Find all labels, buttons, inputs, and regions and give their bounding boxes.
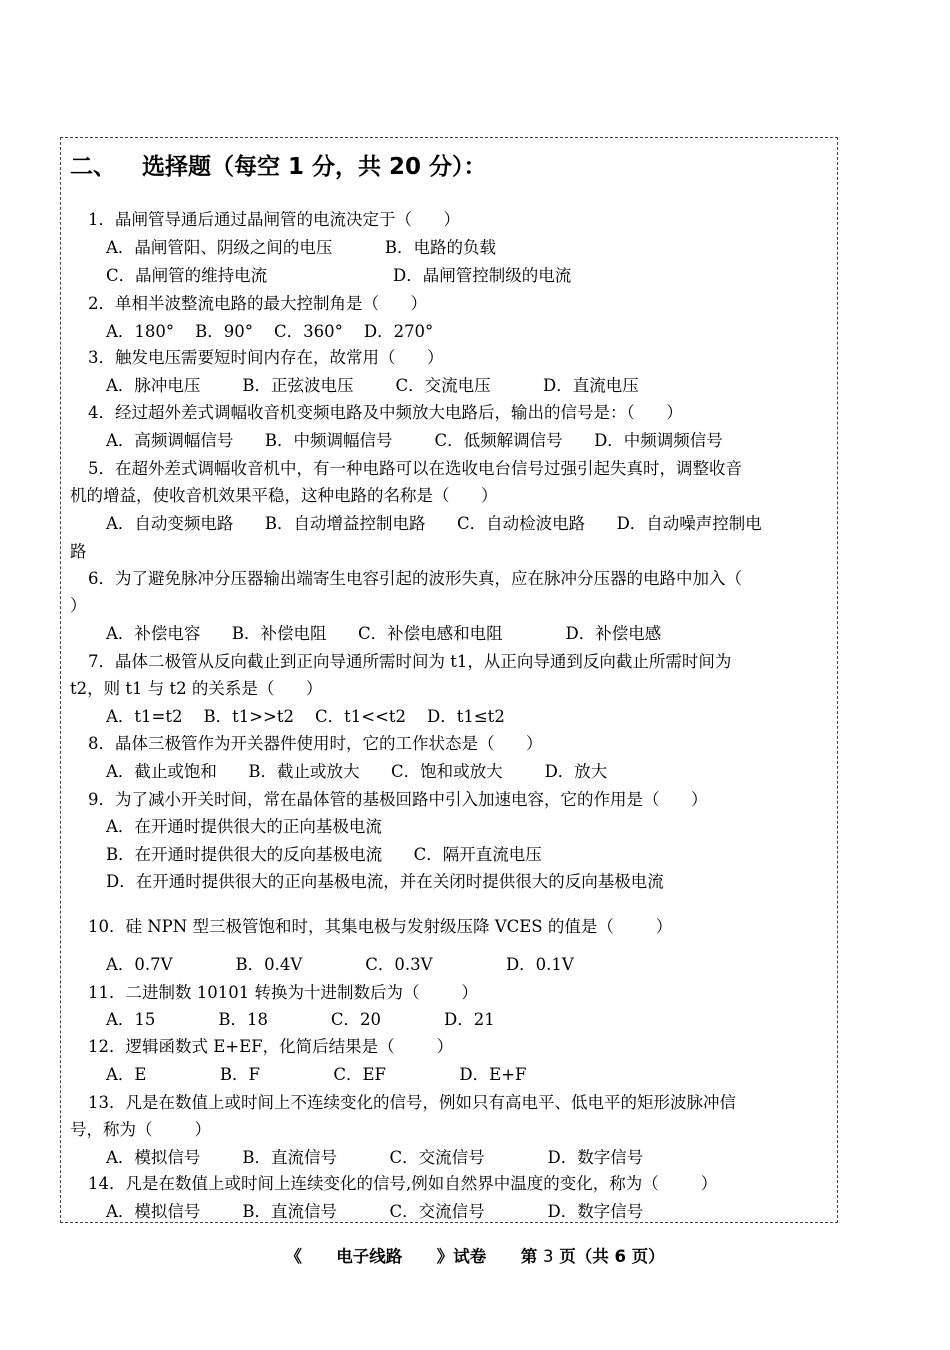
question-1-options-cd: C．晶闸管的维持电流 D．晶闸管控制级的电流 [106,266,572,285]
question-8: 8．晶体三极管作为开关器件使用时，它的工作状态是（ ） [88,734,543,753]
question-7-options: A．t1=t2 B．t1>>t2 C．t1<<t2 D．t1≤t2 [106,707,505,726]
question-7-continued: t2，则 t1 与 t2 的关系是（ ） [70,679,323,698]
question-9: 9．为了减小开关时间，常在晶体管的基极回路中引入加速电容，它的作用是（ ） [88,790,708,809]
question-6: 6．为了避免脉冲分压器输出端寄生电容引起的波形失真，应在脉冲分压器的电路中加入（ [88,569,742,588]
question-12: 12．逻辑函数式 E+EF，化简后结果是（ ） [88,1037,454,1056]
question-3-options: A．脉冲电压 B．正弦波电压 C．交流电压 D．直流电压 [106,376,639,395]
question-4-options: A．高频调幅信号 B．中频调幅信号 C．低频解调信号 D．中频调频信号 [106,431,723,450]
question-5-options-continued: 路 [70,542,87,561]
question-4: 4．经过超外差式调幅收音机变频电路及中频放大电路后，输出的信号是：（ ） [88,403,683,422]
question-12-options: A．E B．F C．EF D．E+F [106,1065,527,1084]
question-9-options-bc: B．在开通时提供很大的反向基极电流 C．隔开直流电压 [106,845,542,864]
question-2-options: A．180° B．90° C．360° D．270° [106,322,434,341]
question-6-continued: ） [70,596,87,615]
footer-suffix: 页（共 6 页） [553,1247,665,1266]
question-1: 1．晶闸管导通后通过晶闸管的电流决定于（ ） [88,210,460,229]
question-13-options: A．模拟信号 B．直流信号 C．交流信号 D．数字信号 [106,1148,644,1167]
section-number: 二、 [70,154,116,180]
question-9-option-d: D．在开通时提供很大的正向基极电流，并在关闭时提供很大的反向基极电流 [106,872,664,891]
section-heading: 选择题（每空 1 分，共 20 分）： [142,154,487,180]
question-11: 11．二进制数 10101 转换为十进制数后为（ ） [88,983,478,1002]
question-3: 3．触发电压需要短时间内存在，故常用（ ） [88,348,444,367]
page-footer [0,1243,950,1267]
question-6-options: A．补偿电容 B．补偿电阻 C．补偿电感和电阻 D．补偿电感 [106,624,662,643]
question-14: 14．凡是在数值上或时间上连续变化的信号,例如自然界中温度的变化，称为（ ） [88,1174,718,1193]
question-7: 7．晶体二极管从反向截止到正向导通所需时间为 t1，从正向导通到反向截止所需时间为 [88,652,732,671]
question-13: 13．凡是在数值上或时间上不连续变化的信号，例如只有高电平、低电平的矩形波脉冲信 [88,1093,736,1112]
question-8-options: A．截止或饱和 B．截止或放大 C．饱和或放大 D．放大 [106,762,608,781]
question-14-options: A．模拟信号 B．直流信号 C．交流信号 D．数字信号 [106,1202,644,1221]
footer-prefix: 《 电子线路 》试卷 第 [285,1247,543,1266]
question-5-continued: 机的增益，使收音机效果平稳，这种电路的名称是（ ） [70,486,498,505]
question-2: 2．单相半波整流电路的最大控制角是（ ） [88,294,427,313]
question-5: 5．在超外差式调幅收音机中，有一种电路可以在选收电台信号过强引起失真时，调整收音 [88,459,742,478]
question-5-options: A．自动变频电路 B．自动增益控制电路 C．自动检波电路 D．自动噪声控制电 [106,514,762,533]
question-11-options: A．15 B．18 C．20 D．21 [106,1010,495,1029]
footer-page-number: 3 [542,1247,554,1266]
section-title [70,148,487,181]
question-9-option-a: A．在开通时提供很大的正向基极电流 [106,817,382,836]
question-13-continued: 号，称为（ ） [70,1120,211,1139]
question-1-options-ab: A．晶闸管阳、阴级之间的电压 B．电路的负载 [106,238,496,257]
question-10-options: A．0.7V B．0.4V C．0.3V D．0.1V [106,955,574,974]
question-10: 10．硅 NPN 型三极管饱和时，其集电极与发射级压降 VCES 的值是（ ） [88,917,673,936]
